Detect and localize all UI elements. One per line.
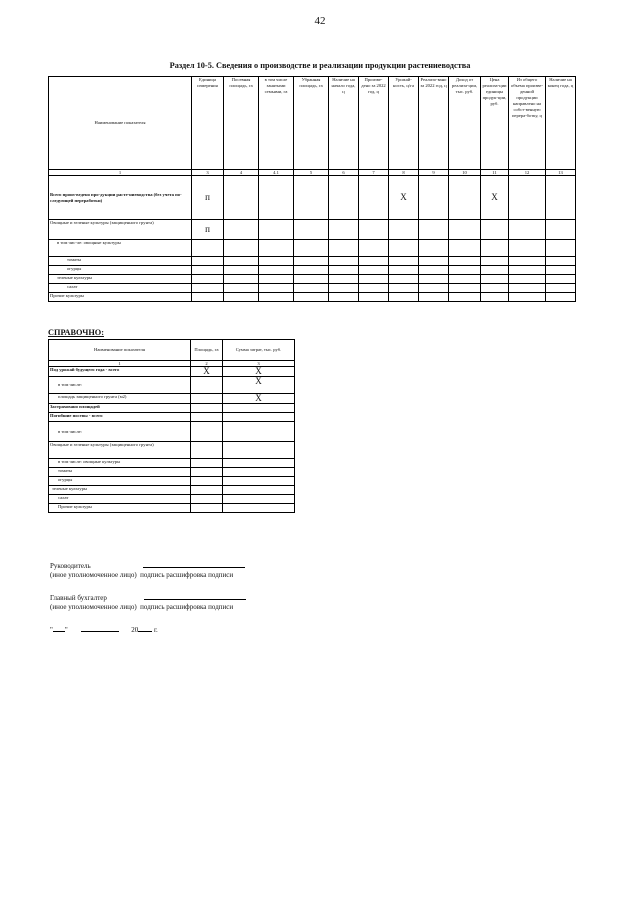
table-cell[interactable] [419,176,449,220]
table-cell[interactable] [259,293,294,302]
table-cell[interactable] [546,266,576,275]
date-line [50,625,158,634]
header-cell: Посевная площадь, га [224,77,259,170]
unit-cell: п [192,176,224,220]
table-cell[interactable] [389,240,419,257]
row-label: Под урожай будущего года - всего [49,367,191,377]
table-header-row [49,77,576,170]
table-cell[interactable] [509,257,546,266]
table-cell[interactable] [192,266,224,275]
table-cell[interactable] [224,257,259,266]
table-cell[interactable] [223,477,295,486]
header-cell: Наличие на конец года, ц [546,77,576,170]
table-cell[interactable] [223,495,295,504]
production-table [48,76,576,302]
column-number: 11 [481,170,509,176]
row-label: томаты [49,468,191,477]
table-cell[interactable] [223,459,295,468]
table-cell[interactable] [223,468,295,477]
header-cell: Из общего объема произве-денной продукции направлено на собст-венную перера-ботку, ц [509,77,546,170]
row-label: Прочие культуры [49,293,192,302]
column-number: 10 [449,170,481,176]
table-cell[interactable] [192,275,224,284]
table-cell[interactable] [294,284,329,293]
header-cell: Единица измерения [192,77,224,170]
x-mark: X [481,176,509,220]
row-label: томаты [49,257,192,266]
x-mark: X [191,367,223,377]
row-label: в том чис-ле: овощные культуры [49,240,192,257]
table-cell[interactable] [359,220,389,240]
table-row [49,284,576,293]
table-cell[interactable] [546,284,576,293]
table-cell[interactable] [223,404,295,413]
table-cell[interactable] [191,468,223,477]
table-cell[interactable] [329,257,359,266]
section-title: Раздел 10-5. Сведения о производстве и реализации продукции растениеводства [169,61,471,70]
table-cell[interactable] [389,293,419,302]
table-cell[interactable] [224,176,259,220]
head-title: Руководитель [50,562,91,570]
page-number: 42 [314,15,326,27]
reference-title: СПРАВОЧНО: [48,328,104,337]
column-number: 8 [389,170,419,176]
table-cell[interactable] [223,486,295,495]
table-row [49,468,295,477]
table-row [49,504,295,513]
header-cell: Убранная площадь, га [294,77,329,170]
month-field[interactable] [81,625,119,632]
unit-cell: п [192,220,224,240]
table-cell[interactable] [191,504,223,513]
table-row [49,495,295,504]
table-cell[interactable] [546,275,576,284]
table-cell[interactable] [191,442,223,459]
row-label: Овощные и зеленые культуры (защищенного грунта) [49,220,192,240]
table-cell[interactable] [359,293,389,302]
table-cell[interactable] [449,240,481,257]
table-cell[interactable] [509,275,546,284]
table-cell[interactable] [329,176,359,220]
table-cell[interactable] [223,504,295,513]
table-cell[interactable] [419,257,449,266]
header-cell: Доход от реализа-ции, тыс. руб. [449,77,481,170]
date-close-quote: " [64,626,68,634]
table-row [49,442,295,459]
table-cell[interactable] [191,486,223,495]
table-cell[interactable] [481,220,509,240]
table-cell[interactable] [509,220,546,240]
table-cell[interactable] [546,293,576,302]
reference-table [48,339,295,513]
date-year-suffix: г. [153,626,158,634]
table-cell[interactable] [419,293,449,302]
header-cell: в том числе занятыми семьями, га [259,77,294,170]
table-cell[interactable] [481,266,509,275]
table-row [49,293,576,302]
x-mark: X [223,394,295,404]
row-label: зеленые культуры [49,486,191,495]
row-label: Овощные и зеленые культуры (защищенного грунта) [49,442,191,459]
accountant-signature-line[interactable] [144,593,246,600]
column-number: 1 [49,170,192,176]
table-cell[interactable] [481,284,509,293]
table-cell[interactable] [449,266,481,275]
table-cell[interactable] [329,266,359,275]
table-cell[interactable] [224,293,259,302]
table-cell[interactable] [449,220,481,240]
table-cell[interactable] [191,477,223,486]
row-label: зеленые культуры [49,275,192,284]
table-cell[interactable] [546,176,576,220]
table-cell[interactable] [419,266,449,275]
header-cell: Сумма затрат, тыс. руб. [223,340,295,361]
table-cell[interactable] [191,495,223,504]
table-cell[interactable] [224,266,259,275]
table-cell[interactable] [191,422,223,442]
table-cell[interactable] [259,284,294,293]
table-cell[interactable] [359,275,389,284]
row-label: огурцы [49,477,191,486]
table-cell[interactable] [294,293,329,302]
table-cell[interactable] [389,284,419,293]
table-cell[interactable] [224,284,259,293]
table-cell[interactable] [294,220,329,240]
table-cell[interactable] [259,266,294,275]
header-cell: Реализо-вано за 2022 год, ц [419,77,449,170]
table-row [49,422,295,442]
table-cell[interactable] [294,240,329,257]
table-cell[interactable] [481,275,509,284]
table-cell[interactable] [192,293,224,302]
table-cell[interactable] [359,176,389,220]
table-cell[interactable] [389,275,419,284]
table-cell[interactable] [481,257,509,266]
column-number: 4.1 [259,170,294,176]
row-label-total: Всего произ-ведено про-дукции расте-ниеводства (без учета по-следующей переработки) [49,176,192,220]
table-cell[interactable] [294,266,329,275]
table-row [49,413,295,422]
table-cell[interactable] [259,176,294,220]
column-number: 2 [191,361,223,367]
table-header-row [49,340,295,361]
table-cell[interactable] [192,284,224,293]
table-cell[interactable] [192,240,224,257]
column-number: 6 [329,170,359,176]
column-number: 5 [294,170,329,176]
accountant-title: Главный бухгалтер [50,594,107,602]
column-number: 7 [359,170,389,176]
date-open-quote: " [50,626,53,634]
table-cell[interactable] [546,257,576,266]
table-cell[interactable] [224,220,259,240]
head-signature-labels: подпись расшифровка подписи [140,571,234,579]
column-number: 4 [224,170,259,176]
row-label: в том числе: [49,377,191,394]
table-cell[interactable] [224,240,259,257]
table-cell[interactable] [449,275,481,284]
table-cell[interactable] [359,284,389,293]
table-cell[interactable] [509,284,546,293]
header-cell: Наименование показателя [49,340,191,361]
table-cell[interactable] [223,442,295,459]
table-cell[interactable] [389,257,419,266]
header-cell: Наличие на начало года, ц [329,77,359,170]
table-row [49,367,295,377]
row-label: салат [49,495,191,504]
x-mark: X [223,377,295,394]
row-label: огурцы [49,266,192,275]
table-cell[interactable] [191,377,223,394]
column-number: 3 [223,361,295,367]
year-field[interactable] [138,625,152,632]
table-cell[interactable] [449,176,481,220]
column-number: 1 [49,361,191,367]
row-label: площадь защищенного грунта (м2) [49,394,191,404]
table-cell[interactable] [389,220,419,240]
accountant-signature-labels: подпись расшифровка подписи [140,603,234,611]
table-cell[interactable] [449,257,481,266]
row-label: в том числе: овощные культуры [49,459,191,468]
table-cell[interactable] [259,220,294,240]
table-cell[interactable] [191,394,223,404]
header-cell: Урожай-ность, ц/га [389,77,419,170]
table-row [49,459,295,468]
table-cell[interactable] [389,266,419,275]
table-cell[interactable] [329,240,359,257]
head-subtitle: (иное уполномоченное лицо) [50,571,137,579]
table-cell[interactable] [191,459,223,468]
table-row [49,477,295,486]
table-cell[interactable] [419,275,449,284]
day-field[interactable] [53,625,65,632]
table-cell[interactable] [359,240,389,257]
table-cell[interactable] [329,275,359,284]
head-signature-line[interactable] [143,561,245,568]
table-cell[interactable] [294,257,329,266]
table-cell[interactable] [329,293,359,302]
header-cell: Площадь, га [191,340,223,361]
table-cell[interactable] [449,284,481,293]
table-cell[interactable] [449,293,481,302]
table-cell[interactable] [191,404,223,413]
table-cell[interactable] [223,413,295,422]
table-row [49,404,295,413]
table-cell[interactable] [259,275,294,284]
row-label: Прочие культуры [49,504,191,513]
table-cell[interactable] [294,275,329,284]
table-row [49,176,576,220]
table-cell[interactable] [509,240,546,257]
table-cell[interactable] [419,284,449,293]
column-number: 3 [192,170,224,176]
table-cell[interactable] [259,257,294,266]
table-cell[interactable] [419,220,449,240]
date-century: 20 [131,626,139,634]
column-number: 9 [419,170,449,176]
table-row [49,240,576,257]
table-cell[interactable] [546,240,576,257]
row-label: салат [49,284,192,293]
table-cell[interactable] [191,413,223,422]
table-cell[interactable] [224,275,259,284]
row-label: Погибшие посевы - всего [49,413,191,422]
x-mark: X [389,176,419,220]
table-cell[interactable] [481,240,509,257]
table-cell[interactable] [329,284,359,293]
table-cell[interactable] [359,257,389,266]
header-cell: Произве-дено за 2022 год, ц [359,77,389,170]
accountant-subtitle: (иное уполномоченное лицо) [50,603,137,611]
table-row [49,394,295,404]
table-cell[interactable] [192,257,224,266]
table-cell[interactable] [294,176,329,220]
table-cell[interactable] [481,293,509,302]
table-cell[interactable] [329,220,359,240]
header-cell: Наименование показателя [49,77,192,170]
column-number: 13 [546,170,576,176]
table-cell[interactable] [509,176,546,220]
table-cell[interactable] [359,266,389,275]
header-cell: Цена реализа-ции единицы продук-ции, руб. [481,77,509,170]
table-row [49,486,295,495]
table-cell[interactable] [509,266,546,275]
table-cell[interactable] [223,422,295,442]
row-label: Застраховано площадей [49,404,191,413]
column-number: 12 [509,170,546,176]
accountant-signature-block [50,593,246,612]
table-row [49,275,576,284]
table-cell[interactable] [259,240,294,257]
head-signature-block [50,561,245,580]
table-row [49,220,576,240]
table-row [49,266,576,275]
table-row [49,377,295,394]
table-cell[interactable] [509,293,546,302]
table-row [49,257,576,266]
table-cell[interactable] [419,240,449,257]
table-cell[interactable] [546,220,576,240]
row-label: в том числе: [49,422,191,442]
x-mark: X [223,367,295,377]
